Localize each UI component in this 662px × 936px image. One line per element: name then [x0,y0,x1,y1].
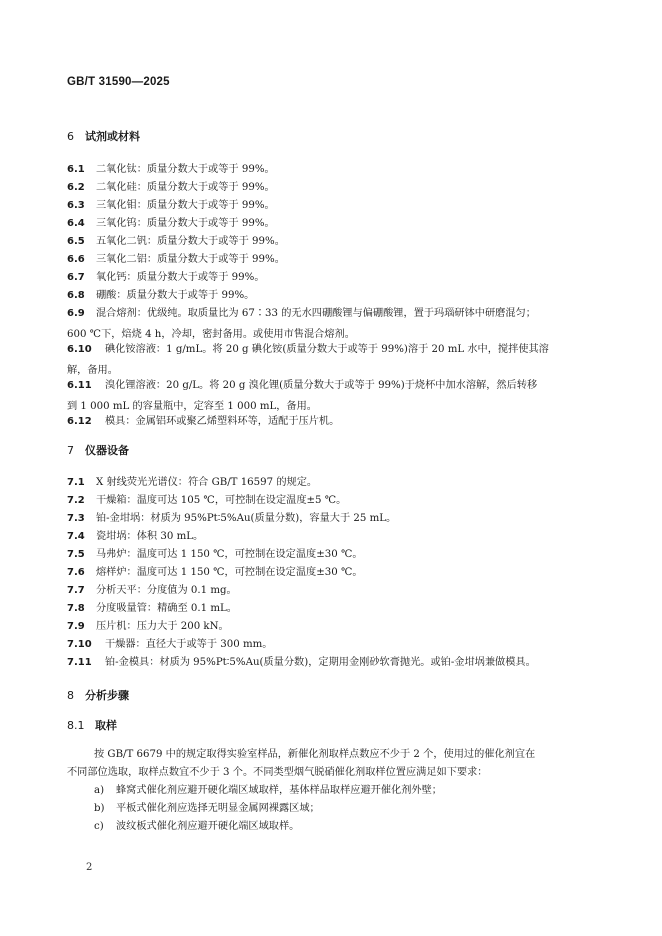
item-text: 波纹板式催化剂应避开硬化端区域取样。 [116,821,300,832]
item-text: 分度吸量管：精确至 0.1 mL。 [96,603,237,614]
list-item [67,512,396,525]
item-number: 7.5 [67,549,85,560]
list-item [67,620,229,633]
item-number: 6.3 [67,200,85,211]
item-number: 7.6 [67,567,85,578]
list-item [67,163,275,176]
section-title: 分析步骤 [85,689,129,702]
item-text: 碘化铵溶液：1 g/mL。将 20 g 碘化铵(质量分数大于或等于 99%)溶于 20 mL 水中，搅拌使其溶 [105,344,549,355]
paragraph-line: 按 GB/T 6679 中的规定取得实验室样品，新催化剂取样点数应不少于 2 个，使用过的催化剂宜在 [94,749,536,760]
section-number: 8.1 [67,719,85,732]
list-item [67,602,237,615]
item-text: 铂-金模具：材质为 95%Pt∶5%Au(质量分数)，定期用金刚砂软膏抛光。或铂-金坩埚兼做模具。 [105,657,536,668]
item-continuation: 600 ℃下，焙烧 4 h，冷却，密封备用。或使用市售混合熔剂。 [67,329,355,340]
section-7-heading [67,442,129,458]
list-item [67,343,549,356]
list-item [67,494,346,507]
list-item [94,817,299,832]
item-continuation: 到 1 000 mL 的容量瓶中，定容至 1 000 mL，备用。 [67,401,317,412]
item-number: 6.1 [67,164,85,175]
item-number: 6.2 [67,182,85,193]
section-number: 8 [67,689,74,702]
item-number: 7.10 [67,639,92,650]
list-marker: c) [94,821,104,832]
item-text: 二氧化硅：质量分数大于或等于 99%。 [96,182,275,193]
list-item [67,199,275,212]
item-text: 铂-金坩埚：材质为 95%Pt∶5%Au(质量分数)，容量大于 25 mL。 [96,513,397,524]
item-text: 三氧化二铝：质量分数大于或等于 99%。 [96,254,285,265]
list-item [67,566,363,579]
item-text: 氧化钙：质量分数大于或等于 99%。 [96,272,265,283]
item-text: 三氧化钼：质量分数大于或等于 99%。 [96,200,275,211]
list-item [67,638,273,651]
list-item [67,253,285,266]
item-number: 7.9 [67,621,85,632]
section-number: 6 [67,130,74,143]
page-number: 2 [86,862,93,873]
item-text: 瓷坩埚：体积 30 mL。 [96,531,204,542]
list-item [67,217,275,230]
list-item [67,181,275,194]
list-item [67,476,317,489]
section-title: 取样 [95,719,117,732]
item-text: 五氧化二钒：质量分数大于或等于 99%。 [96,236,285,247]
item-text: 混合熔剂：优级纯。取质量比为 67∶33 的无水四硼酸锂与偏硼酸锂，置于玛瑙研钵中研磨混匀； [96,308,536,319]
item-number: 7.7 [67,585,85,596]
item-text: 溴化锂溶液：20 g/L。将 20 g 溴化锂(质量分数大于或等于 99%)于烧杯中加水溶解，然后转移 [105,380,538,391]
item-number: 6.11 [67,380,92,391]
item-number: 6.4 [67,218,85,229]
item-number: 6.8 [67,290,85,301]
item-number: 6.12 [67,416,92,427]
item-text: 熔样炉：温度可达 1 150 ℃，可控制在设定温度±30 ℃。 [96,567,363,578]
item-number: 7.8 [67,603,85,614]
item-text: 硼酸：质量分数大于或等于 99%。 [96,290,255,301]
item-number: 7.2 [67,495,85,506]
list-item [94,799,320,814]
section-8-1-heading [67,717,117,733]
list-item [67,235,285,248]
item-text: 模具：金属铝环或聚乙烯塑料环等，适配于压片机。 [105,416,340,427]
item-number: 6.7 [67,272,85,283]
section-title: 试剂或材料 [85,130,140,143]
item-text: 三氧化钨：质量分数大于或等于 99%。 [96,218,275,229]
item-text: 二氧化钛：质量分数大于或等于 99%。 [96,164,275,175]
item-text: 马弗炉：温度可达 1 150 ℃，可控制在设定温度±30 ℃。 [96,549,363,560]
item-number: 7.3 [67,513,85,524]
list-item [67,584,237,597]
item-number: 7.4 [67,531,85,542]
item-text: 蜂窝式催化剂应避开硬化端区域取样，基体样品取样应避开催化剂外壁； [116,785,442,796]
item-number: 6.6 [67,254,85,265]
list-item [67,548,363,561]
standard-number: GB/T 31590—2025 [67,76,170,88]
item-text: X 射线荧光光谱仪：符合 GB/T 16597 的规定。 [96,477,318,488]
section-number: 7 [67,444,74,457]
item-number: 6.10 [67,344,92,355]
list-item [67,271,265,284]
item-number: 7.11 [67,657,92,668]
item-number: 6.9 [67,308,85,319]
item-text: 干燥箱：温度可达 105 ℃，可控制在设定温度±5 ℃。 [96,495,347,506]
list-marker: a) [94,785,105,796]
section-8-heading [67,687,129,703]
item-text: 分析天平：分度值为 0.1 mg。 [96,585,237,596]
list-marker: b) [94,803,105,814]
list-item [67,379,537,392]
list-item [67,289,254,302]
list-item [67,656,536,669]
item-continuation: 解，备用。 [67,365,118,376]
item-number: 6.5 [67,236,85,247]
section-6-heading [67,128,140,144]
list-item [67,415,339,428]
section-title: 仪器设备 [85,444,129,457]
list-item [94,781,442,796]
item-text: 平板式催化剂应选择无明显金属网裸露区域； [116,803,320,814]
item-text: 压片机：压力大于 200 kN。 [96,621,229,632]
item-number: 7.1 [67,477,85,488]
item-text: 干燥器：直径大于或等于 300 mm。 [105,639,273,650]
list-item [67,307,536,320]
list-item [67,530,203,543]
paragraph-line: 不同部位选取，取样点数宜不少于 3 个。不同类型烟气脱硝催化剂取样位置应满足如下要求： [67,767,488,778]
